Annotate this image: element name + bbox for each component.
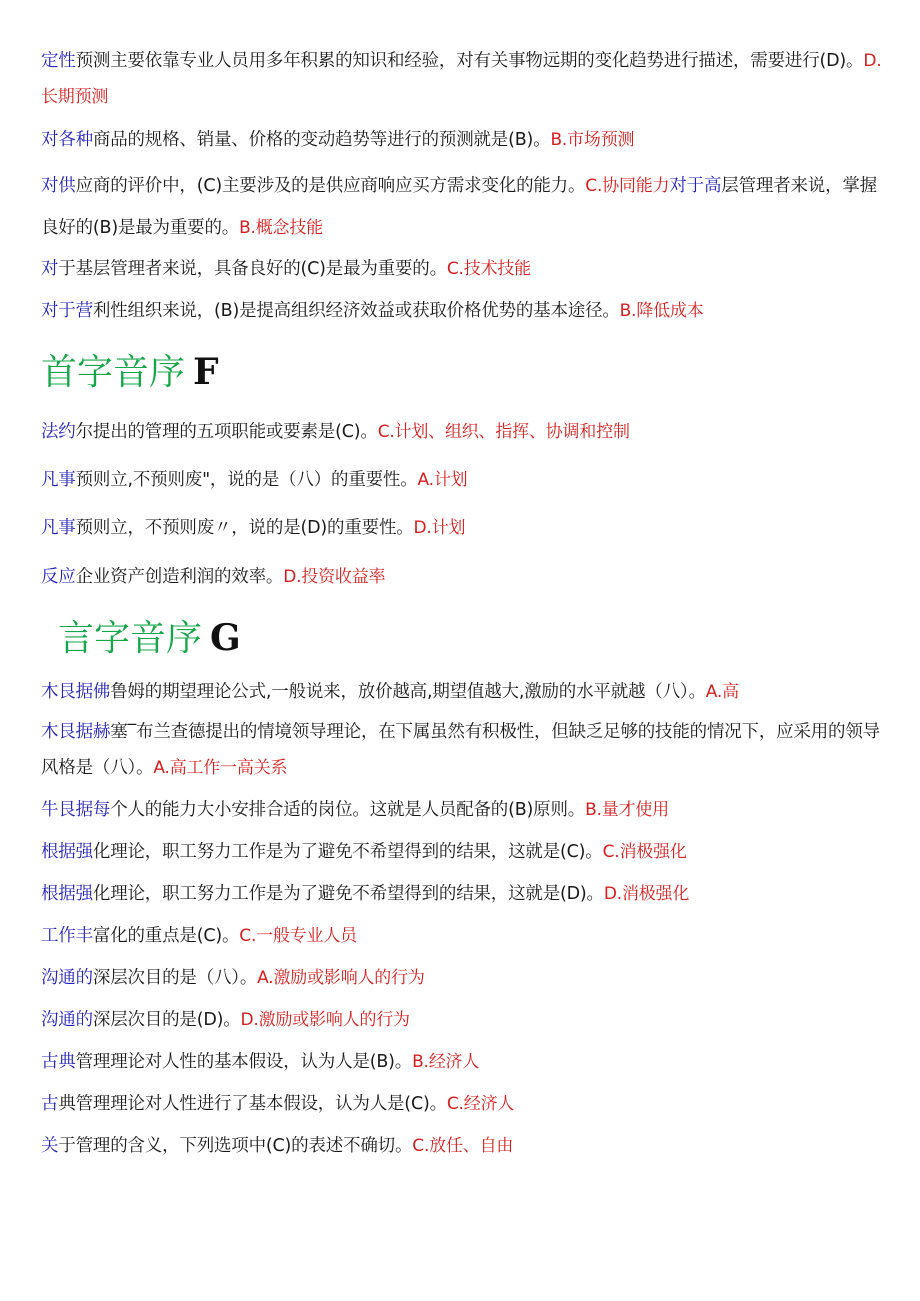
qa-item (41, 510, 883, 546)
qa-question: 层管理者来说，掌握良好的(B)是最为重要的。 (41, 176, 877, 238)
qa-lead: 古典 (41, 1052, 76, 1072)
qa-lead: 沟通的 (41, 968, 93, 988)
qa-answer: C.技术技能 (446, 259, 531, 279)
section-heading-g (58, 616, 241, 661)
heading-letter: G (210, 617, 241, 659)
qa-item (41, 293, 883, 329)
qa-item (41, 122, 883, 158)
qa-item (41, 1128, 883, 1164)
heading-letter: F (193, 351, 219, 393)
qa-lead: 对于营 (41, 301, 93, 321)
section-heading-f (41, 350, 219, 395)
qa-item (41, 462, 883, 498)
qa-item (41, 714, 883, 786)
qa-question: 管理理论对人性的基本假设，认为人是(B)。 (75, 1052, 413, 1072)
qa-lead: 根据强 (41, 884, 93, 904)
qa-answer: D.计划 (413, 518, 466, 538)
qa-item (41, 1002, 883, 1038)
qa-lead: 凡事 (41, 470, 76, 490)
qa-item (41, 1086, 883, 1122)
qa-answer: C.一般专业人员 (239, 926, 357, 946)
qa-item (41, 918, 883, 954)
qa-answer: C.放任、自由 (412, 1136, 514, 1156)
qa-lead: 古 (41, 1094, 59, 1114)
qa-lead: 对于高 (669, 176, 722, 196)
qa-question: 深层次目的是(D)。 (92, 1010, 241, 1030)
qa-answer: A.激励或影响人的行为 (257, 968, 425, 988)
qa-lead: 反应 (41, 567, 76, 587)
qa-item (41, 559, 883, 595)
qa-question: 利性组织来说，(B)是提高组织经济效益或获取价格优势的基本途径。 (92, 301, 620, 321)
qa-answer: C.协同能力 (585, 176, 670, 196)
qa-lead: 定性 (41, 51, 76, 71)
qa-answer: D.消极强化 (603, 884, 690, 904)
qa-lead: 木艮据赫 (41, 722, 111, 742)
qa-item (41, 834, 883, 870)
qa-item (41, 960, 883, 996)
qa-question: 塞‾布兰查德提出的情境领导理论，在下属虽然有积极性，但缺乏足够的技能的情况下，应采用的领导风格是（八）。 (41, 722, 880, 778)
qa-question: 典管理理论对人性进行了基本假设，认为人是(C)。 (58, 1094, 447, 1114)
qa-answer: D.长期预测 (41, 51, 882, 107)
qa-question: 预测主要依靠专业人员用多年积累的知识和经验，对有关事物远期的变化趋势进行描述，需要进行(D)。 (75, 51, 864, 71)
qa-lead: 根据强 (41, 842, 93, 862)
heading-text: 言字音序 (58, 618, 203, 659)
qa-question: 企业资产创造利润的效率。 (75, 567, 284, 587)
qa-lead: 沟通的 (41, 1010, 93, 1030)
qa-answer: C.经济人 (446, 1094, 515, 1114)
qa-question: 富化的重点是(C)。 (92, 926, 240, 946)
qa-answer: A.计划 (417, 470, 468, 490)
qa-item (41, 251, 883, 287)
qa-item (41, 876, 883, 912)
qa-lead: 对各种 (41, 130, 93, 150)
qa-item (41, 414, 883, 450)
qa-lead: 法约 (41, 422, 76, 442)
qa-question: 于基层管理者来说，具备良好的(C)是最为重要的。 (58, 259, 447, 279)
qa-question: 个人的能力大小安排合适的岗位。这就是人员配备的(B)原则。 (110, 800, 586, 820)
qa-answer: B.量才使用 (585, 800, 669, 820)
qa-lead: 工作丰 (41, 926, 93, 946)
qa-lead: 凡事 (41, 518, 76, 538)
qa-lead: 关 (41, 1136, 59, 1156)
qa-answer: C.消极强化 (602, 842, 687, 862)
qa-lead: 牛艮据每 (41, 800, 111, 820)
qa-lead: 对 (41, 259, 59, 279)
qa-question: 尔提出的管理的五项职能或要素是(C)。 (75, 422, 378, 442)
qa-question: 商品的规格、销量、价格的变动趋势等进行的预测就是(B)。 (92, 130, 551, 150)
qa-question: 于管理的含义，下列选项中(C)的表述不确切。 (58, 1136, 413, 1156)
qa-item (41, 792, 883, 828)
qa-lead: 木艮据佛 (41, 682, 111, 702)
qa-answer: B.概念技能 (239, 218, 323, 238)
qa-question: 化理论，职工努力工作是为了避免不希望得到的结果，这就是(D)。 (92, 884, 604, 904)
qa-answer: D.投资收益率 (283, 567, 386, 587)
qa-item (41, 43, 883, 115)
qa-question: 化理论，职工努力工作是为了避免不希望得到的结果，这就是(C)。 (92, 842, 603, 862)
qa-answer: B.降低成本 (619, 301, 704, 321)
qa-answer: D.激励或影响人的行为 (240, 1010, 410, 1030)
qa-question: 预则立,不预则废"，说的是（八）的重要性。 (75, 470, 418, 490)
qa-question: 深层次目的是（八）。 (92, 968, 258, 988)
qa-item (41, 1044, 883, 1080)
qa-question: 预则立，不预则废〃，说的是(D)的重要性。 (75, 518, 414, 538)
qa-answer: A.高工作一高关系 (153, 758, 288, 778)
qa-answer: C.计划、组织、指挥、协调和控制 (377, 422, 630, 442)
qa-answer: B.经济人 (412, 1052, 480, 1072)
qa-question: 应商的评价中，(C)主要涉及的是供应商响应买方需求变化的能力。 (75, 176, 586, 196)
qa-answer: B.市场预测 (550, 130, 635, 150)
heading-text: 首字音序 (41, 352, 186, 393)
qa-item (41, 165, 883, 249)
qa-question: 鲁姆的期望理论公式,一般说来，放价越高,期望值越大,激励的水平就越（八）。 (110, 682, 706, 702)
qa-item (41, 674, 883, 710)
qa-answer: A.高 (705, 682, 739, 702)
qa-lead: 对供 (41, 176, 76, 196)
